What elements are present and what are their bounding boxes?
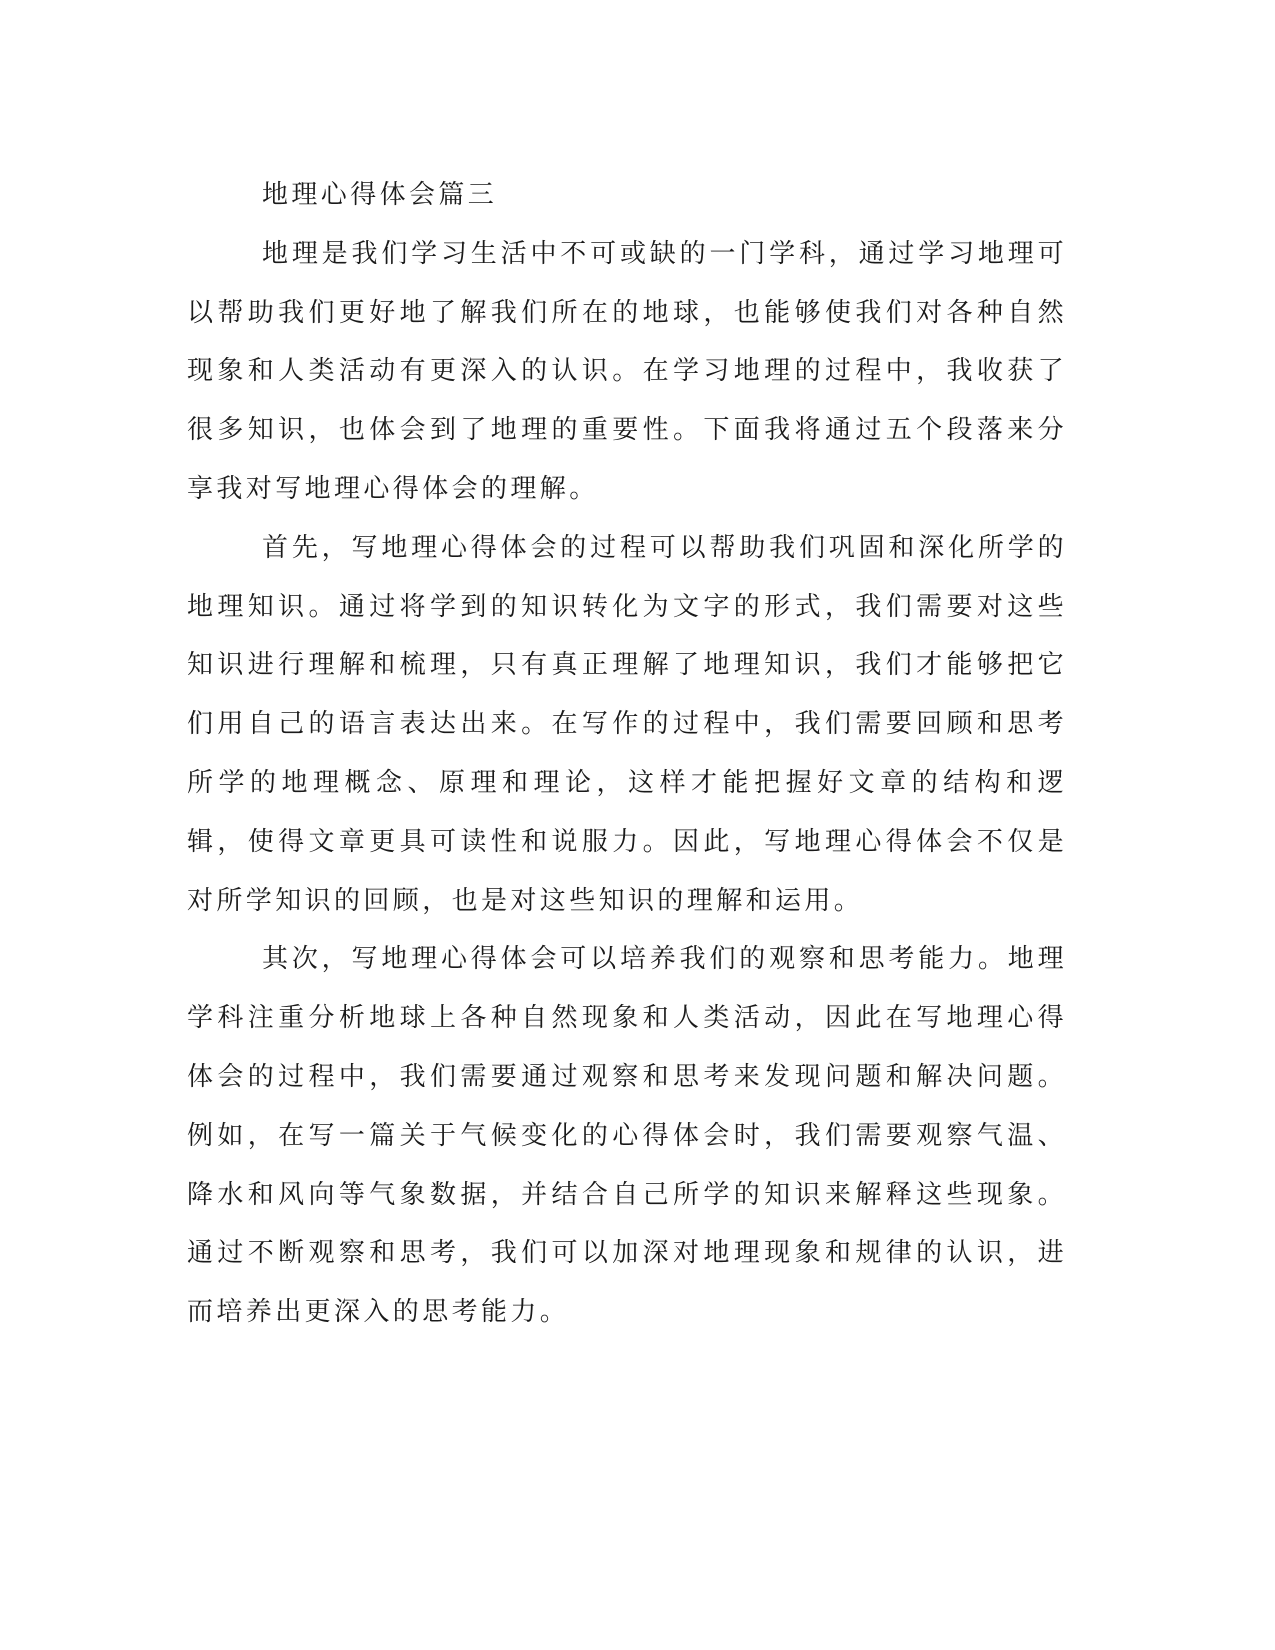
paragraph-second: 其次，写地理心得体会可以培养我们的观察和思考能力。地理学科注重分析地球上各种自然现象和人类活动，因此在写地理心得体会的过程中，我们需要通过观察和思考来发现问题和解决问题。例如，在写一篇关于气候变化的心得体会时，我们需要观察气温、降水和风向等气象数据，并结合自己所学的知识来解释这些现象。通过不断观察和思考，我们可以加深对地理现象和规律的认识，进而培养出更深入的思考能力。 [187,944,1067,1328]
document-title: 地理心得体会篇三 [262,180,498,210]
paragraph-intro: 地理是我们学习生活中不可或缺的一门学科，通过学习地理可以帮助我们更好地了解我们所在的地球，也能够使我们对各种自然现象和人类活动有更深入的认识。在学习地理的过程中，我收获了很多知识，也体会到了地理的重要性。下面我将通过五个段落来分享我对写地理心得体会的理解。 [187,238,1067,504]
paragraph-first: 首先，写地理心得体会的过程可以帮助我们巩固和深化所学的地理知识。通过将学到的知识转化为文字的形式，我们需要对这些知识进行理解和梳理，只有真正理解了地理知识，我们才能够把它们用自己的语言表达出来。在写作的过程中，我们需要回顾和思考所学的地理概念、原理和理论，这样才能把握好文章的结构和逻辑，使得文章更具可读性和说服力。因此，写地理心得体会不仅是对所学知识的回顾，也是对这些知识的理解和运用。 [187,532,1067,916]
document-body [187,166,1067,1342]
